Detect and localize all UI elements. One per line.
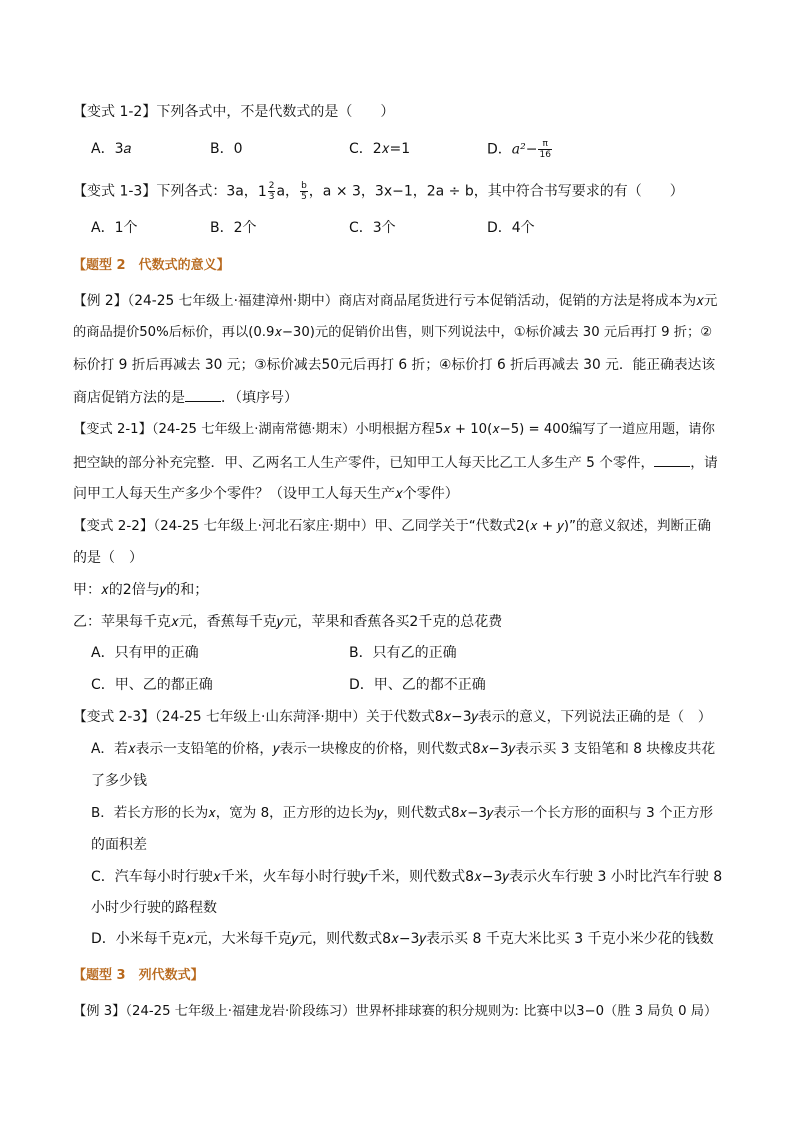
question-stem bbox=[73, 181, 684, 202]
option-b: B．2个 bbox=[210, 220, 257, 236]
question-stem: 【变式 1-2】下列各式中，不是代数式的是（ ） bbox=[73, 104, 395, 120]
fraction bbox=[268, 181, 276, 202]
question-line: 【变式 2-2】（24-25 七年级上·河北石家庄·期中）甲、乙同学关于“代数式2(𝑥 + 𝑦)”的意义叙述，判断正确 bbox=[73, 518, 712, 534]
option-b: B．0 bbox=[210, 141, 243, 157]
line-text: 把空缺的部分补充完整．甲、乙两名工人生产零件，已知甲工人每天比乙工人多生产 5 个零件， bbox=[73, 455, 655, 471]
question-line: 【变式 2-1】（24-25 七年级上·湖南常德·期末）小明根据方程5𝑥 + 10(𝑥−5) = 400编写了一道应用题，请你 bbox=[73, 422, 715, 437]
example-line: 【例 2】（24-25 七年级上·福建漳州·期中）商店对商品尾货进行亏本促销活动，促销的方法是将成本为𝑥元 bbox=[73, 293, 718, 309]
option-d: D．甲、乙的都不正确 bbox=[349, 677, 486, 693]
example-line bbox=[73, 387, 298, 408]
mixed-whole: 1 bbox=[257, 183, 267, 200]
option-d-expr: 𝑎²− bbox=[511, 141, 538, 158]
question-line bbox=[73, 452, 718, 473]
option-c: C．汽车每小时行驶𝑥千米，火车每小时行驶𝑦千米，则代数式8𝑥−3𝑦表示火车行驶 3 小时比汽车行驶 8 bbox=[91, 869, 723, 885]
fraction-numerator: b bbox=[301, 181, 307, 191]
option-d-prefix: D． bbox=[487, 141, 512, 158]
line-text: 商店促销方法的是 bbox=[73, 390, 185, 406]
answer-blank bbox=[654, 452, 690, 467]
question-line: 【变式 2-3】（24-25 七年级上·山东菏泽·期中）关于代数式8𝑥−3𝑦表示的意义，下列说法正确的是（ ） bbox=[73, 709, 712, 725]
fraction-denominator: 3 bbox=[268, 192, 275, 202]
option-d: D．小米每千克𝑥元，大米每千克𝑦元，则代数式8𝑥−3𝑦表示买 8 千克大米比买 3 千克小米少花的钱数 bbox=[91, 931, 714, 947]
section-title: 【题型 3 列代数式】 bbox=[73, 968, 204, 983]
stem-part: ，a × 3，3x−1，2a ÷ b，其中符合书写要求的有（ ） bbox=[308, 183, 684, 200]
option-b: B．只有乙的正确 bbox=[349, 645, 457, 661]
fraction bbox=[538, 139, 551, 160]
stem-part: 【变式 1-3】下列各式：3a， bbox=[73, 183, 258, 200]
answer-blank bbox=[185, 387, 221, 402]
option-d: D．4个 bbox=[487, 220, 535, 236]
option-a: A．3𝑎 bbox=[91, 141, 132, 157]
question-line: 乙：苹果每千克𝑥元，香蕉每千克𝑦元，苹果和香蕉各买2千克的总花费 bbox=[73, 614, 503, 630]
option-a: A．1个 bbox=[91, 220, 138, 236]
option-c: C．甲、乙的都正确 bbox=[91, 677, 213, 693]
line-text: ．（填序号） bbox=[221, 390, 298, 406]
stem-part: a， bbox=[276, 183, 300, 200]
example-line: 【例 3】（24-25 七年级上·福建龙岩·阶段练习）世界杯排球赛的积分规则为: 比赛中以3−0（胜 3 局负 0 局） bbox=[73, 1004, 718, 1019]
option-b-continued: 的面积差 bbox=[91, 837, 147, 853]
line-text: ，请 bbox=[690, 455, 718, 471]
option-b: B．若长方形的长为𝑥，宽为 8，正方形的边长为𝑦，则代数式8𝑥−3𝑦表示一个长方形的面积与 3 个正方形 bbox=[91, 805, 713, 821]
option-a: A．只有甲的正确 bbox=[91, 645, 199, 661]
section-title: 【题型 2 代数式的意义】 bbox=[73, 258, 230, 273]
fraction-numerator: 2 bbox=[268, 181, 275, 191]
question-line: 甲：𝑥的2倍与𝑦的和； bbox=[73, 582, 209, 598]
question-line: 问甲工人每天生产多少个零件？（设甲工人每天生产𝑥个零件） bbox=[73, 486, 459, 502]
question-line: 的是（ ） bbox=[73, 550, 143, 566]
fraction-denominator: 16 bbox=[539, 150, 551, 160]
option-c: C．3个 bbox=[349, 220, 396, 236]
fraction-denominator: 5 bbox=[301, 192, 307, 202]
example-line: 的商品提价50%后标价，再以(0.9𝑥−30)元的促销价出售，则下列说法中，①标价减去 30 元后再打 9 折；② bbox=[73, 325, 713, 340]
option-d bbox=[487, 139, 553, 160]
option-c: C．2𝑥=1 bbox=[349, 141, 411, 157]
option-c-continued: 小时少行驶的路程数 bbox=[91, 900, 217, 916]
fraction-numerator: π bbox=[538, 139, 551, 150]
option-a-continued: 了多少钱 bbox=[91, 773, 147, 789]
mixed-number bbox=[258, 181, 277, 202]
fraction bbox=[300, 181, 308, 202]
example-line: 标价打 9 折后再减去 30 元；③标价减去50元后再打 6 折；④标价打 6 折后再减去 30 元．能正确表达该 bbox=[73, 357, 716, 373]
option-a: A．若𝑥表示一支铅笔的价格，𝑦表示一块橡皮的价格，则代数式8𝑥−3𝑦表示买 3 支铅笔和 8 块橡皮共花 bbox=[91, 741, 716, 757]
